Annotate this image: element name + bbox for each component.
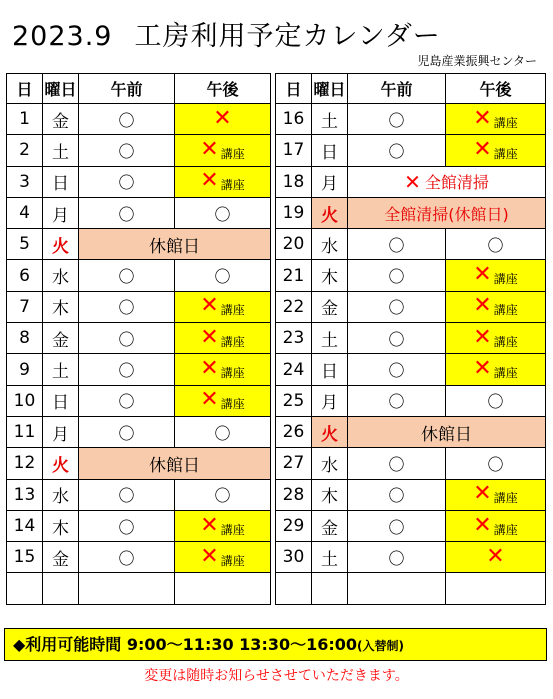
slot-cell xyxy=(79,510,175,541)
slot-cell xyxy=(446,291,546,322)
slot-cell xyxy=(348,448,446,479)
open-symbol: 〇 xyxy=(118,298,135,318)
slot-cell xyxy=(348,542,446,573)
slot-cell xyxy=(175,197,271,228)
header-day: 日 xyxy=(7,74,43,104)
day-number: 1 xyxy=(7,104,43,135)
open-symbol: 〇 xyxy=(118,361,135,381)
lecture-label: 講座 xyxy=(220,397,245,412)
lecture-label: 講座 xyxy=(493,522,518,537)
lecture-label: 講座 xyxy=(493,491,518,506)
closed-symbol: ✕ xyxy=(473,324,492,350)
slot-cell xyxy=(175,573,271,604)
closed-symbol: ✕ xyxy=(473,356,492,382)
open-symbol: 〇 xyxy=(118,548,135,568)
slot-cell xyxy=(348,135,446,166)
slot-cell xyxy=(175,479,271,510)
calendar-title xyxy=(12,14,441,53)
open-symbol: 〇 xyxy=(388,548,405,568)
day-number: 7 xyxy=(7,291,43,322)
weekday-cell: 金 xyxy=(43,542,79,573)
lecture-label: 講座 xyxy=(220,146,245,161)
slot-cell xyxy=(348,260,446,291)
closed-symbol: ✕ xyxy=(486,544,505,570)
weekday-cell: 木 xyxy=(43,291,79,322)
closed-symbol: ✕ xyxy=(200,356,219,382)
lecture-label: 講座 xyxy=(493,146,518,161)
slot-cell xyxy=(446,323,546,354)
calendar-row xyxy=(276,573,546,604)
day-number: 11 xyxy=(7,416,43,447)
calendar-row xyxy=(276,542,546,573)
calendar-row xyxy=(276,323,546,354)
calendar-row xyxy=(276,385,546,416)
calendar-table-right xyxy=(275,73,546,605)
calendar-row xyxy=(7,197,271,228)
weekday-cell: 土 xyxy=(312,542,348,573)
title-text: 工房利用予定カレンダー xyxy=(134,21,441,52)
calendar-row xyxy=(276,448,546,479)
slot-cell xyxy=(175,323,271,354)
weekday-cell: 月 xyxy=(43,416,79,447)
span-label: 全館清掃 xyxy=(424,173,489,193)
lecture-label: 講座 xyxy=(493,115,518,130)
slot-cell xyxy=(348,479,446,510)
lecture-label: 講座 xyxy=(493,303,518,318)
day-number: 28 xyxy=(276,479,312,510)
weekday-cell: 火 xyxy=(43,229,79,260)
weekday-cell: 木 xyxy=(43,510,79,541)
slot-cell xyxy=(348,354,446,385)
slot-cell xyxy=(446,354,546,385)
available-hours-note: (入替制) xyxy=(357,639,405,653)
slot-cell xyxy=(446,229,546,260)
day-number: 3 xyxy=(7,166,43,197)
header-am: 午前 xyxy=(348,74,446,104)
weekday-cell: 月 xyxy=(312,385,348,416)
calendar-row xyxy=(276,260,546,291)
change-notice: 変更は随時お知らせさせていただきます。 xyxy=(144,668,409,684)
header-am: 午前 xyxy=(79,74,175,104)
calendar-row xyxy=(7,573,271,604)
calendar-table-left xyxy=(6,73,271,605)
slot-cell xyxy=(175,166,271,197)
slot-cell xyxy=(175,416,271,447)
slot-cell xyxy=(79,354,175,385)
calendar-row xyxy=(276,510,546,541)
slot-cell xyxy=(79,573,175,604)
slot-cell xyxy=(79,291,175,322)
weekday-cell: 日 xyxy=(312,135,348,166)
weekday-cell: 月 xyxy=(43,197,79,228)
lecture-label: 講座 xyxy=(220,334,245,349)
closed-symbol: ✕ xyxy=(404,170,421,195)
slot-cell xyxy=(348,104,446,135)
day-number: 14 xyxy=(7,510,43,541)
day-number: 9 xyxy=(7,354,43,385)
slot-cell xyxy=(446,542,546,573)
day-number: 22 xyxy=(276,291,312,322)
day-number: 18 xyxy=(276,166,312,197)
open-symbol: 〇 xyxy=(388,517,405,537)
weekday-cell: 金 xyxy=(43,323,79,354)
calendar-row xyxy=(7,291,271,322)
closed-symbol: ✕ xyxy=(200,512,219,538)
calendar-row xyxy=(276,229,546,260)
header-pm: 午後 xyxy=(175,74,271,104)
open-symbol: 〇 xyxy=(487,454,504,474)
calendar-row xyxy=(276,416,546,447)
calendar-row xyxy=(7,323,271,354)
closed-symbol: ✕ xyxy=(473,136,492,162)
day-number: 21 xyxy=(276,260,312,291)
day-number: 16 xyxy=(276,104,312,135)
lecture-label: 講座 xyxy=(493,272,518,287)
day-number: 26 xyxy=(276,416,312,447)
day-number: 12 xyxy=(7,448,43,479)
day-number: 13 xyxy=(7,479,43,510)
weekday-cell: 土 xyxy=(43,354,79,385)
slot-cell xyxy=(79,385,175,416)
span-cell: 休館日 xyxy=(79,229,271,260)
closed-symbol: ✕ xyxy=(473,481,492,507)
slot-cell xyxy=(79,260,175,291)
slot-cell xyxy=(348,385,446,416)
day-number xyxy=(7,573,43,604)
slot-cell xyxy=(446,510,546,541)
day-number: 25 xyxy=(276,385,312,416)
day-number: 30 xyxy=(276,542,312,573)
weekday-cell: 水 xyxy=(312,448,348,479)
slot-cell xyxy=(79,416,175,447)
open-symbol: 〇 xyxy=(118,141,135,161)
open-symbol: 〇 xyxy=(487,235,504,255)
weekday-cell: 金 xyxy=(312,291,348,322)
header-weekday: 曜日 xyxy=(43,74,79,104)
calendar-row xyxy=(7,448,271,479)
day-number: 2 xyxy=(7,135,43,166)
open-symbol: 〇 xyxy=(118,110,135,130)
weekday-cell: 水 xyxy=(43,260,79,291)
day-number: 20 xyxy=(276,229,312,260)
header-pm: 午後 xyxy=(446,74,546,104)
span-cell: 休館日 xyxy=(348,416,546,447)
slot-cell xyxy=(446,573,546,604)
open-symbol: 〇 xyxy=(388,110,405,130)
slot-cell xyxy=(175,291,271,322)
day-number: 10 xyxy=(7,385,43,416)
closed-symbol: ✕ xyxy=(473,293,492,319)
weekday-cell: 火 xyxy=(312,416,348,447)
slot-cell xyxy=(446,104,546,135)
open-symbol: 〇 xyxy=(388,329,405,349)
slot-cell xyxy=(348,291,446,322)
weekday-cell: 月 xyxy=(312,166,348,197)
span-cell: 全館清掃(休館日) xyxy=(348,197,546,228)
weekday-cell xyxy=(312,573,348,604)
weekday-cell: 土 xyxy=(43,135,79,166)
day-number: 6 xyxy=(7,260,43,291)
day-number: 27 xyxy=(276,448,312,479)
slot-cell xyxy=(348,229,446,260)
closed-symbol: ✕ xyxy=(200,543,219,569)
day-number: 8 xyxy=(7,323,43,354)
header-weekday: 曜日 xyxy=(312,74,348,104)
lecture-label: 講座 xyxy=(220,178,245,193)
calendar-row xyxy=(7,135,271,166)
slot-cell xyxy=(79,479,175,510)
slot-cell xyxy=(446,479,546,510)
span-cell: 休館日 xyxy=(79,448,271,479)
available-hours-text: ◆利用可能時間 9:00～11:30 13:30～16:00 xyxy=(13,635,358,654)
closed-symbol: ✕ xyxy=(473,262,492,288)
span-cell xyxy=(348,166,546,197)
weekday-cell: 木 xyxy=(312,260,348,291)
weekday-cell: 火 xyxy=(43,448,79,479)
open-symbol: 〇 xyxy=(214,267,231,287)
weekday-cell: 木 xyxy=(312,479,348,510)
closed-symbol: ✕ xyxy=(200,293,219,319)
weekday-cell: 日 xyxy=(43,385,79,416)
closed-symbol: ✕ xyxy=(200,387,219,413)
weekday-cell: 水 xyxy=(312,229,348,260)
open-symbol: 〇 xyxy=(118,486,135,506)
open-symbol: 〇 xyxy=(388,361,405,381)
day-number: 29 xyxy=(276,510,312,541)
header-row xyxy=(276,74,546,104)
weekday-cell: 火 xyxy=(312,197,348,228)
open-symbol: 〇 xyxy=(118,267,135,287)
open-symbol: 〇 xyxy=(388,298,405,318)
closed-symbol: ✕ xyxy=(213,106,232,132)
slot-cell xyxy=(175,104,271,135)
lecture-label: 講座 xyxy=(493,334,518,349)
day-number: 17 xyxy=(276,135,312,166)
day-number: 23 xyxy=(276,323,312,354)
slot-cell xyxy=(79,135,175,166)
day-number: 19 xyxy=(276,197,312,228)
calendar-row xyxy=(276,197,546,228)
calendar-row xyxy=(7,229,271,260)
calendar-row xyxy=(276,291,546,322)
calendar-row xyxy=(7,416,271,447)
open-symbol: 〇 xyxy=(388,235,405,255)
closed-symbol: ✕ xyxy=(200,324,219,350)
slot-cell xyxy=(175,135,271,166)
open-symbol: 〇 xyxy=(388,141,405,161)
lecture-label: 講座 xyxy=(220,553,245,568)
slot-cell xyxy=(348,323,446,354)
slot-cell xyxy=(175,260,271,291)
closed-symbol: ✕ xyxy=(200,136,219,162)
weekday-cell: 金 xyxy=(312,510,348,541)
slot-cell xyxy=(446,135,546,166)
slot-cell xyxy=(446,448,546,479)
calendar-row xyxy=(276,354,546,385)
weekday-cell: 土 xyxy=(312,104,348,135)
slot-cell xyxy=(175,510,271,541)
lecture-label: 講座 xyxy=(220,366,245,381)
slot-cell xyxy=(446,260,546,291)
weekday-cell xyxy=(43,573,79,604)
available-hours-bar xyxy=(4,628,547,661)
open-symbol: 〇 xyxy=(118,392,135,412)
slot-cell xyxy=(446,385,546,416)
calendar-row xyxy=(7,479,271,510)
closed-symbol: ✕ xyxy=(473,105,492,131)
lecture-label: 講座 xyxy=(220,303,245,318)
weekday-cell: 土 xyxy=(312,323,348,354)
open-symbol: 〇 xyxy=(388,486,405,506)
slot-cell xyxy=(175,354,271,385)
header-day: 日 xyxy=(276,74,312,104)
open-symbol: 〇 xyxy=(388,267,405,287)
slot-cell xyxy=(348,573,446,604)
day-number: 15 xyxy=(7,542,43,573)
day-number: 24 xyxy=(276,354,312,385)
weekday-cell: 金 xyxy=(43,104,79,135)
open-symbol: 〇 xyxy=(487,392,504,412)
open-symbol: 〇 xyxy=(214,486,231,506)
open-symbol: 〇 xyxy=(214,204,231,224)
day-number: 4 xyxy=(7,197,43,228)
slot-cell xyxy=(175,542,271,573)
open-symbol: 〇 xyxy=(118,517,135,537)
title-year-month: 2023.9 xyxy=(12,21,113,52)
slot-cell xyxy=(79,542,175,573)
open-symbol: 〇 xyxy=(388,392,405,412)
calendar-row xyxy=(7,385,271,416)
lecture-label: 講座 xyxy=(493,366,518,381)
header-row xyxy=(7,74,271,104)
calendar-row xyxy=(276,135,546,166)
calendar-row xyxy=(7,104,271,135)
weekday-cell: 水 xyxy=(43,479,79,510)
closed-symbol: ✕ xyxy=(200,168,219,194)
slot-cell xyxy=(175,385,271,416)
slot-cell xyxy=(79,166,175,197)
slot-cell xyxy=(79,323,175,354)
calendar-row xyxy=(7,260,271,291)
organization-name: 児島産業振興センター xyxy=(417,54,537,68)
open-symbol: 〇 xyxy=(118,204,135,224)
calendar-row xyxy=(7,354,271,385)
open-symbol: 〇 xyxy=(118,423,135,443)
day-number xyxy=(276,573,312,604)
lecture-label: 講座 xyxy=(220,522,245,537)
weekday-cell: 日 xyxy=(312,354,348,385)
calendar-row xyxy=(7,542,271,573)
calendar-row xyxy=(276,479,546,510)
closed-symbol: ✕ xyxy=(473,512,492,538)
open-symbol: 〇 xyxy=(388,454,405,474)
calendar-row xyxy=(7,510,271,541)
weekday-cell: 日 xyxy=(43,166,79,197)
day-number: 5 xyxy=(7,229,43,260)
open-symbol: 〇 xyxy=(214,423,231,443)
calendar-row xyxy=(7,166,271,197)
calendar-row xyxy=(276,104,546,135)
open-symbol: 〇 xyxy=(118,173,135,193)
calendar-row xyxy=(276,166,546,197)
slot-cell xyxy=(348,510,446,541)
open-symbol: 〇 xyxy=(118,329,135,349)
slot-cell xyxy=(79,197,175,228)
slot-cell xyxy=(79,104,175,135)
